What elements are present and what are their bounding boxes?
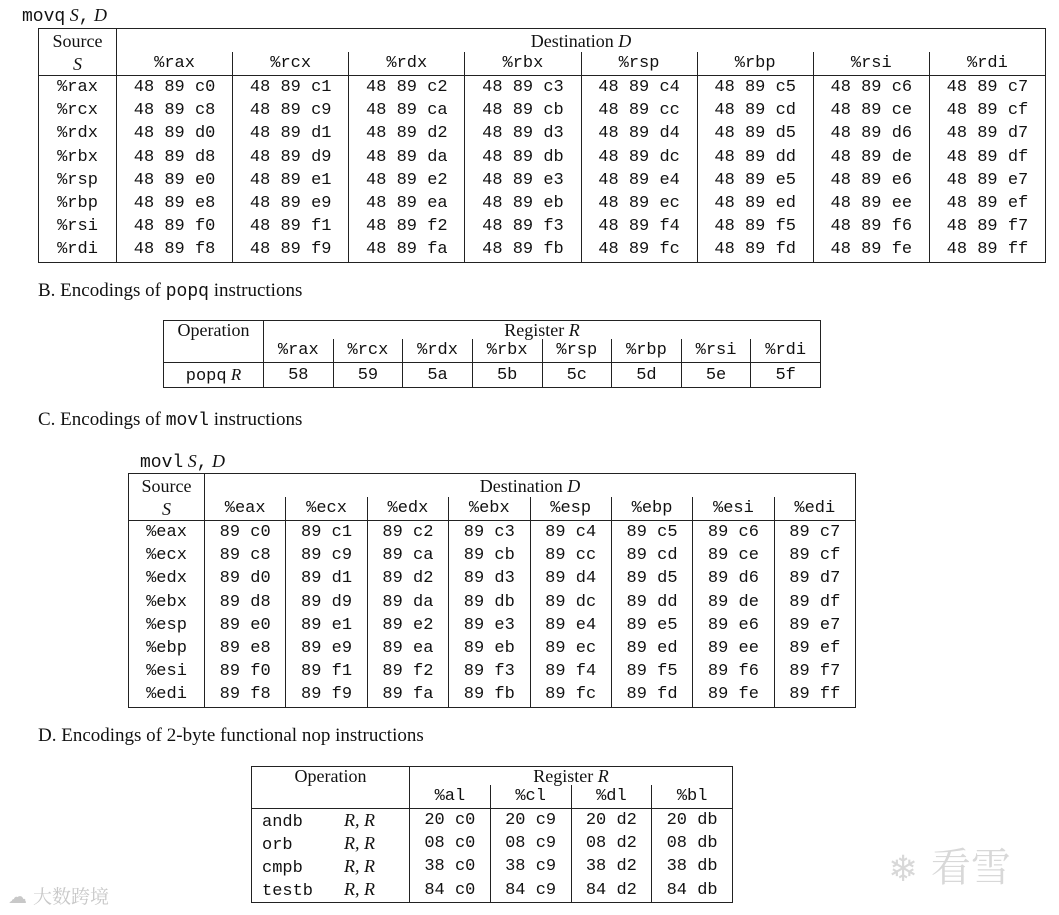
encoding-cell: 89 fa [367,683,448,707]
encoding-cell: 89 d0 [205,567,286,590]
encoding-cell: 89 d7 [774,567,855,590]
operation-cell [252,879,410,903]
section-b-title: B. Encodings of popq instructions [38,280,303,302]
encoding-cell: 48 89 d8 [117,146,233,169]
table-row [129,660,856,683]
dest-reg-header: %rax [117,52,233,76]
encoding-cell: 48 89 db [465,146,581,169]
encoding-cell: 48 89 ef [929,192,1045,215]
encoding-cell: 89 c8 [205,544,286,567]
encoding-cell: 89 ef [774,637,855,660]
register-column-header: %rsp [542,339,612,363]
encoding-cell: 48 89 cc [581,99,697,122]
encoding-cell: 89 f6 [693,660,774,683]
destination-header: Destination D [205,474,856,498]
encoding-cell: 89 d5 [611,567,692,590]
table-row [129,521,856,545]
encoding-cell: 89 ca [367,544,448,567]
encoding-cell: 48 89 e5 [697,169,813,192]
source-reg: %edx [146,569,187,589]
table-row [129,637,856,660]
snowflake-logo-icon: ❄ [888,849,919,890]
table-row [39,169,1046,192]
encoding-cell: 48 89 dc [581,146,697,169]
encoding-cell: 48 89 c5 [697,76,813,100]
register-column-header: %al [410,785,491,809]
popq-row-label: popq R [185,364,242,386]
encoding-cell: 89 e1 [286,614,367,637]
encoding-cell: 48 89 d0 [117,122,233,145]
encoding-cell: 48 89 cd [697,99,813,122]
encoding-cell: 48 89 d3 [465,122,581,145]
watermark-right: ❄ 看雪 [888,845,1011,891]
operation-cell [252,855,410,878]
popq-encoding-table [163,320,821,388]
encoding-cell: 89 f9 [286,683,367,707]
encoding-cell: 20 c9 [490,809,571,833]
cloud-logo-icon: ☁ [8,886,27,908]
source-var: S [73,53,82,74]
nop-encoding-table [251,766,733,903]
source-header: Source [141,475,192,496]
encoding-cell: 89 cc [530,544,611,567]
table-row [129,591,856,614]
register-column-header: %rsi [681,339,751,363]
table-row [39,122,1046,145]
encoding-cell: 89 f0 [205,660,286,683]
encoding-cell: 48 89 c2 [349,76,465,100]
table-row [252,879,733,903]
encoding-cell: 89 c0 [205,521,286,545]
operation-cell [252,832,410,855]
encoding-cell: 48 89 f5 [697,215,813,238]
encoding-cell: 89 f3 [449,660,530,683]
watermark-left: ☁ 大数跨境 [8,886,110,908]
source-reg: %rsp [57,170,98,190]
table-row [39,76,1046,100]
encoding-cell: 89 c9 [286,544,367,567]
register-column-header: %rcx [333,339,403,363]
dest-reg-header: %esi [693,497,774,521]
table-row [39,146,1046,169]
encoding-cell: 5a [403,363,473,388]
encoding-cell: 48 89 fc [581,238,697,262]
encoding-cell: 48 89 d7 [929,122,1045,145]
movl-caption: movl S, D [140,451,226,473]
encoding-cell: 48 89 e7 [929,169,1045,192]
table-row [129,567,856,590]
encoding-cell: 20 d2 [571,809,652,833]
source-reg: %ebx [146,592,187,612]
encoding-cell: 84 d2 [571,879,652,903]
operation-cell [252,809,410,833]
table-row [39,99,1046,122]
register-column-header: %dl [571,785,652,809]
register-column-header: %rbp [612,339,682,363]
encoding-cell: 48 89 ce [813,99,929,122]
operation-header: Operation [177,320,250,340]
encoding-cell: 89 c6 [693,521,774,545]
encoding-cell: 89 d2 [367,567,448,590]
encoding-cell: 89 ce [693,544,774,567]
register-column-header: %cl [490,785,571,809]
encoding-cell: 48 89 d2 [349,122,465,145]
encoding-cell: 89 dd [611,591,692,614]
encoding-cell: 89 d3 [449,567,530,590]
encoding-cell: 48 89 d6 [813,122,929,145]
table-row [39,192,1046,215]
encoding-cell: 84 c0 [410,879,491,903]
encoding-cell: 89 d4 [530,567,611,590]
source-reg: %esp [146,615,187,635]
encoding-cell: 48 89 d5 [697,122,813,145]
encoding-cell: 89 ed [611,637,692,660]
table-row [129,683,856,707]
encoding-cell: 48 89 df [929,146,1045,169]
encoding-cell: 48 89 d4 [581,122,697,145]
encoding-cell: 5f [751,363,821,388]
operation-header: Operation [294,766,367,786]
operation-mnemonic: orb [262,835,293,855]
dest-reg-header: %rdx [349,52,465,76]
encoding-cell: 08 d2 [571,832,652,855]
movq-encoding-table [38,28,1046,263]
encoding-cell: 89 c2 [367,521,448,545]
source-header: Source [52,30,103,51]
encoding-cell: 89 ff [774,683,855,707]
encoding-cell: 48 89 c3 [465,76,581,100]
operation-args: R, R [344,832,375,853]
encoding-cell: 48 89 e8 [117,192,233,215]
encoding-cell: 89 cd [611,544,692,567]
operation-args: R, R [344,809,375,830]
encoding-cell: 89 fb [449,683,530,707]
table-row [252,832,733,855]
encoding-cell: 48 89 c9 [233,99,349,122]
table-row [39,238,1046,262]
encoding-cell: 84 db [652,879,733,903]
encoding-cell: 89 e4 [530,614,611,637]
encoding-cell: 48 89 f1 [233,215,349,238]
encoding-cell: 48 89 dd [697,146,813,169]
table-row [252,809,733,833]
table-row [39,215,1046,238]
source-reg: %edi [146,685,187,705]
encoding-cell: 48 89 ed [697,192,813,215]
register-header: Register R [264,321,821,340]
encoding-cell: 48 89 cb [465,99,581,122]
encoding-cell: 48 89 f7 [929,215,1045,238]
encoding-cell: 89 c5 [611,521,692,545]
source-reg: %rbp [57,194,98,214]
encoding-cell: 89 e2 [367,614,448,637]
dest-reg-header: %rdi [929,52,1045,76]
encoding-cell: 48 89 ec [581,192,697,215]
destination-header: Destination D [117,29,1046,53]
encoding-cell: 5e [681,363,751,388]
dest-reg-header: %ecx [286,497,367,521]
encoding-cell: 48 89 da [349,146,465,169]
operation-args: R, R [344,855,375,876]
encoding-cell: 89 e7 [774,614,855,637]
table-row [252,855,733,878]
encoding-cell: 48 89 fd [697,238,813,262]
encoding-cell: 48 89 f2 [349,215,465,238]
encoding-cell: 89 eb [449,637,530,660]
encoding-cell: 48 89 ee [813,192,929,215]
encoding-cell: 89 f1 [286,660,367,683]
encoding-cell: 89 fd [611,683,692,707]
movl-encoding-table [128,473,856,708]
encoding-cell: 48 89 e0 [117,169,233,192]
encoding-cell: 38 c0 [410,855,491,878]
register-column-header: %rbx [472,339,542,363]
encoding-cell: 48 89 e3 [465,169,581,192]
register-header: Register R [410,767,733,786]
encoding-cell: 89 ee [693,637,774,660]
encoding-cell: 48 89 ca [349,99,465,122]
encoding-cell: 89 c4 [530,521,611,545]
encoding-cell: 48 89 c7 [929,76,1045,100]
encoding-cell: 48 89 c6 [813,76,929,100]
source-reg: %ebp [146,639,187,659]
encoding-cell: 48 89 e9 [233,192,349,215]
encoding-cell: 48 89 e1 [233,169,349,192]
encoding-cell: 48 89 f8 [117,238,233,262]
source-reg: %rdx [57,124,98,144]
encoding-cell: 48 89 f6 [813,215,929,238]
encoding-cell: 89 de [693,591,774,614]
encoding-cell: 89 da [367,591,448,614]
source-reg: %rsi [57,217,98,237]
encoding-cell: 89 cf [774,544,855,567]
encoding-cell: 20 db [652,809,733,833]
encoding-cell: 89 df [774,591,855,614]
encoding-cell: 89 f8 [205,683,286,707]
encoding-cell: 89 e6 [693,614,774,637]
dest-reg-header: %rbx [465,52,581,76]
encoding-cell: 38 c9 [490,855,571,878]
encoding-cell: 89 d8 [205,591,286,614]
encoding-cell: 48 89 e6 [813,169,929,192]
operation-mnemonic: cmpb [262,858,303,878]
source-reg: %esi [146,662,187,682]
operation-mnemonic: andb [262,812,303,832]
encoding-cell: 89 f4 [530,660,611,683]
encoding-cell: 89 cb [449,544,530,567]
encoding-cell: 48 89 cf [929,99,1045,122]
encoding-cell: 48 89 c4 [581,76,697,100]
encoding-cell: 48 89 c0 [117,76,233,100]
encoding-cell: 89 fc [530,683,611,707]
encoding-cell: 59 [333,363,403,388]
encoding-cell: 89 c1 [286,521,367,545]
encoding-cell: 89 ec [530,637,611,660]
encoding-cell: 48 89 f9 [233,238,349,262]
encoding-cell: 89 ea [367,637,448,660]
encoding-cell: 89 e3 [449,614,530,637]
encoding-cell: 5c [542,363,612,388]
encoding-cell: 48 89 d9 [233,146,349,169]
register-column-header: %rdx [403,339,473,363]
encoding-cell: 48 89 fa [349,238,465,262]
dest-reg-header: %rbp [697,52,813,76]
dest-reg-header: %ebx [449,497,530,521]
encoding-cell: 38 db [652,855,733,878]
section-c-title: C. Encodings of movl instructions [38,409,303,431]
table-row [129,544,856,567]
encoding-cell: 20 c0 [410,809,491,833]
source-var: S [162,498,171,519]
register-column-header: %rax [264,339,334,363]
section-d-title: D. Encodings of 2-byte functional nop instructions [38,725,424,746]
encoding-cell: 89 e0 [205,614,286,637]
dest-reg-header: %esp [530,497,611,521]
encoding-cell: 48 89 fe [813,238,929,262]
encoding-cell: 89 e5 [611,614,692,637]
encoding-cell: 08 c9 [490,832,571,855]
source-reg: %rcx [57,101,98,121]
encoding-cell: 89 f5 [611,660,692,683]
encoding-cell: 89 f7 [774,660,855,683]
encoding-cell: 89 fe [693,683,774,707]
encoding-cell: 89 d1 [286,567,367,590]
movq-caption: movq S, D [22,5,108,27]
dest-reg-header: %ebp [611,497,692,521]
operation-args: R, R [344,879,375,900]
encoding-cell: 38 d2 [571,855,652,878]
encoding-cell: 89 e9 [286,637,367,660]
dest-reg-header: %rcx [233,52,349,76]
encoding-cell: 89 f2 [367,660,448,683]
operation-mnemonic: testb [262,882,314,902]
encoding-cell: 48 89 ff [929,238,1045,262]
dest-reg-header: %edi [774,497,855,521]
encoding-cell: 08 db [652,832,733,855]
encoding-cell: 89 e8 [205,637,286,660]
encoding-cell: 48 89 f0 [117,215,233,238]
dest-reg-header: %rsp [581,52,697,76]
encoding-cell: 48 89 c1 [233,76,349,100]
encoding-cell: 48 89 eb [465,192,581,215]
source-reg: %ecx [146,546,187,566]
source-reg: %eax [146,523,187,543]
source-reg: %rdi [57,240,98,260]
encoding-cell: 89 db [449,591,530,614]
register-column-header: %bl [652,785,733,809]
dest-reg-header: %edx [367,497,448,521]
encoding-cell: 48 89 f4 [581,215,697,238]
encoding-cell: 89 d9 [286,591,367,614]
encoding-cell: 48 89 e4 [581,169,697,192]
encoding-cell: 5d [612,363,682,388]
encoding-cell: 5b [472,363,542,388]
encoding-cell: 89 c3 [449,521,530,545]
dest-reg-header: %eax [205,497,286,521]
encoding-cell: 48 89 ea [349,192,465,215]
encoding-cell: 48 89 f3 [465,215,581,238]
encoding-cell: 89 c7 [774,521,855,545]
encoding-cell: 48 89 de [813,146,929,169]
encoding-cell: 58 [264,363,334,388]
encoding-cell: 84 c9 [490,879,571,903]
encoding-cell: 48 89 c8 [117,99,233,122]
dest-reg-header: %rsi [813,52,929,76]
encoding-cell: 48 89 d1 [233,122,349,145]
encoding-cell: 89 d6 [693,567,774,590]
encoding-cell: 48 89 e2 [349,169,465,192]
encoding-cell: 89 dc [530,591,611,614]
table-row [129,614,856,637]
source-reg: %rax [57,78,98,98]
encoding-cell: 48 89 fb [465,238,581,262]
source-reg: %rbx [57,147,98,167]
register-column-header: %rdi [751,339,821,363]
encoding-cell: 08 c0 [410,832,491,855]
